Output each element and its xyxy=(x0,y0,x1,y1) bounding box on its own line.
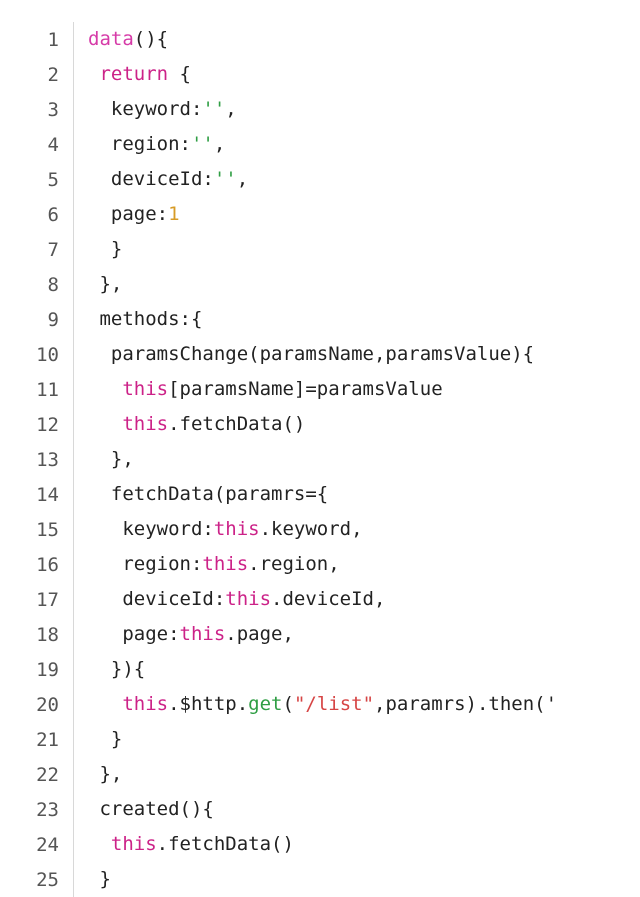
code-line xyxy=(0,197,640,232)
code-line xyxy=(0,722,640,757)
line-number: 15 xyxy=(0,512,74,547)
code-token: .deviceId, xyxy=(271,588,385,610)
code-token: this xyxy=(214,518,260,540)
code-token: get xyxy=(248,693,282,715)
code-line-content xyxy=(74,547,640,582)
code-line xyxy=(0,547,640,582)
code-token: return xyxy=(99,63,168,85)
code-line-content xyxy=(74,57,640,92)
code-line-content xyxy=(74,652,640,687)
code-token: ,paramrs).then(' xyxy=(374,693,557,715)
code-token: page: xyxy=(88,623,180,645)
line-number: 18 xyxy=(0,617,74,652)
code-line-content xyxy=(74,372,640,407)
code-token: [paramsName]=paramsValue xyxy=(168,378,443,400)
code-line xyxy=(0,442,640,477)
code-token: , xyxy=(214,133,225,155)
code-token: } xyxy=(88,238,122,260)
line-number: 9 xyxy=(0,302,74,337)
code-token: .fetchData() xyxy=(168,413,305,435)
code-token: ( xyxy=(283,693,294,715)
code-token: this xyxy=(180,623,226,645)
code-token: created(){ xyxy=(88,798,214,820)
code-body xyxy=(0,22,640,897)
line-number: 5 xyxy=(0,162,74,197)
line-number: 4 xyxy=(0,127,74,162)
code-line-content xyxy=(74,617,640,652)
code-token: '' xyxy=(214,168,237,190)
code-token: 1 xyxy=(168,203,179,225)
code-token: paramsChange(paramsName,paramsValue){ xyxy=(88,343,534,365)
code-line xyxy=(0,162,640,197)
code-token: this xyxy=(202,553,248,575)
code-token: data xyxy=(88,28,134,50)
line-number: 17 xyxy=(0,582,74,617)
code-line xyxy=(0,687,640,722)
code-line-content xyxy=(74,302,640,337)
code-token: this xyxy=(122,378,168,400)
line-number: 21 xyxy=(0,722,74,757)
line-number: 23 xyxy=(0,792,74,827)
code-token: this xyxy=(122,693,168,715)
code-line xyxy=(0,652,640,687)
code-line xyxy=(0,792,640,827)
code-line-content xyxy=(74,792,640,827)
code-line-content xyxy=(74,92,640,127)
code-token: }, xyxy=(88,448,134,470)
code-line-content xyxy=(74,827,640,862)
code-token: }, xyxy=(88,273,122,295)
code-token: region: xyxy=(88,133,191,155)
code-line-content xyxy=(74,127,640,162)
line-number: 25 xyxy=(0,862,74,897)
code-line-content xyxy=(74,197,640,232)
code-line xyxy=(0,512,640,547)
line-number: 14 xyxy=(0,477,74,512)
code-line xyxy=(0,827,640,862)
code-line xyxy=(0,582,640,617)
line-number: 1 xyxy=(0,22,74,57)
line-number: 22 xyxy=(0,757,74,792)
line-number: 12 xyxy=(0,407,74,442)
code-token xyxy=(88,378,122,400)
code-token: this xyxy=(122,413,168,435)
line-number: 3 xyxy=(0,92,74,127)
code-token: .$http. xyxy=(168,693,248,715)
code-token: .keyword, xyxy=(260,518,363,540)
code-token: keyword: xyxy=(88,98,202,120)
code-line xyxy=(0,92,640,127)
code-token: { xyxy=(168,63,191,85)
code-line xyxy=(0,57,640,92)
code-line xyxy=(0,757,640,792)
code-line xyxy=(0,477,640,512)
code-line-content xyxy=(74,267,640,302)
code-token: this xyxy=(111,833,157,855)
code-token: , xyxy=(225,98,236,120)
line-number: 8 xyxy=(0,267,74,302)
code-line xyxy=(0,22,640,57)
code-line xyxy=(0,127,640,162)
code-line-content xyxy=(74,232,640,267)
code-line-content xyxy=(74,757,640,792)
line-number: 20 xyxy=(0,687,74,722)
code-token: , xyxy=(237,168,248,190)
code-line-content xyxy=(74,442,640,477)
code-token: .page, xyxy=(225,623,294,645)
code-token: } xyxy=(88,868,111,890)
code-token: .region, xyxy=(248,553,340,575)
code-line-content xyxy=(74,337,640,372)
code-token: deviceId: xyxy=(88,588,225,610)
line-number: 19 xyxy=(0,652,74,687)
code-line-content xyxy=(74,722,640,757)
code-table xyxy=(0,22,640,897)
code-line-content xyxy=(74,22,640,57)
code-token xyxy=(88,833,111,855)
line-number: 24 xyxy=(0,827,74,862)
code-line xyxy=(0,337,640,372)
code-token: region: xyxy=(88,553,202,575)
code-line-content xyxy=(74,862,640,897)
code-token: }, xyxy=(88,763,122,785)
code-token xyxy=(88,63,99,85)
line-number: 2 xyxy=(0,57,74,92)
code-line xyxy=(0,617,640,652)
code-token: page: xyxy=(88,203,168,225)
code-token: deviceId: xyxy=(88,168,214,190)
code-line-content xyxy=(74,477,640,512)
code-token xyxy=(88,413,122,435)
code-token: '' xyxy=(202,98,225,120)
code-line-content xyxy=(74,582,640,617)
line-number: 11 xyxy=(0,372,74,407)
line-number: 7 xyxy=(0,232,74,267)
code-line xyxy=(0,372,640,407)
code-token xyxy=(88,693,122,715)
code-token: this xyxy=(225,588,271,610)
code-token: methods:{ xyxy=(88,308,202,330)
code-token: '' xyxy=(191,133,214,155)
line-number: 10 xyxy=(0,337,74,372)
code-token: "/list" xyxy=(294,693,374,715)
code-token: .fetchData() xyxy=(157,833,294,855)
line-number: 13 xyxy=(0,442,74,477)
code-line xyxy=(0,267,640,302)
code-line-content xyxy=(74,687,640,722)
code-line-content xyxy=(74,512,640,547)
code-token: (){ xyxy=(134,28,168,50)
line-number: 16 xyxy=(0,547,74,582)
code-line xyxy=(0,862,640,897)
code-line-content xyxy=(74,162,640,197)
code-line xyxy=(0,232,640,267)
line-number: 6 xyxy=(0,197,74,232)
code-token: fetchData(paramrs={ xyxy=(88,483,328,505)
code-token: }){ xyxy=(88,658,145,680)
code-line-content xyxy=(74,407,640,442)
code-line xyxy=(0,407,640,442)
code-token: keyword: xyxy=(88,518,214,540)
code-line xyxy=(0,302,640,337)
code-token: } xyxy=(88,728,122,750)
